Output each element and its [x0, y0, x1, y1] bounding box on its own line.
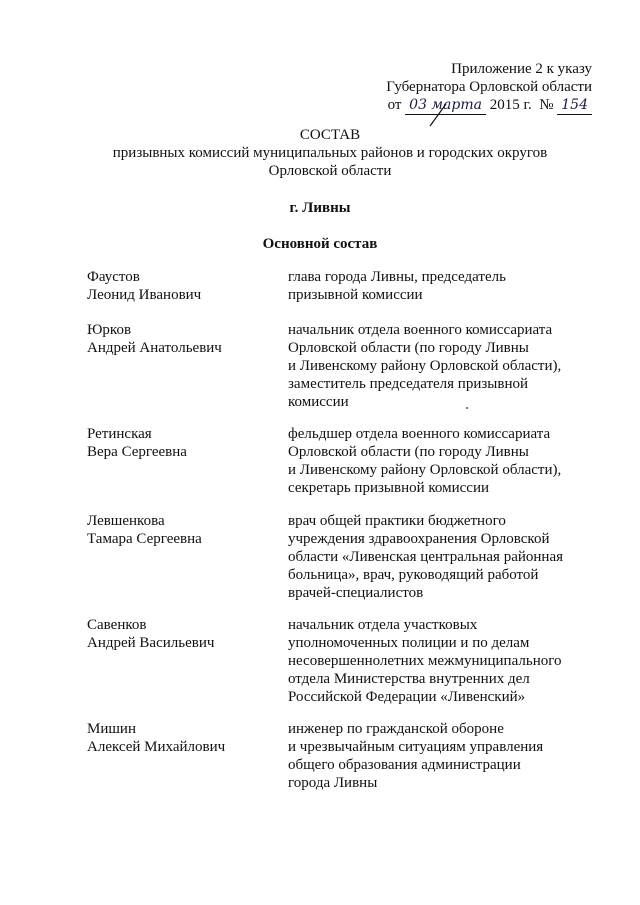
appendix-date-line	[352, 96, 592, 115]
member-name	[87, 512, 277, 548]
member-position	[288, 268, 588, 304]
appendix-header	[352, 60, 592, 115]
member-name	[87, 321, 277, 357]
member-surname: Юрков	[87, 322, 132, 338]
position-line: секретарь призывной комиссии	[288, 480, 490, 496]
position-line: и чрезвычайным ситуациям управления	[288, 739, 544, 755]
member-given-names: Вера Сергеевна	[87, 444, 187, 460]
position-line: и Ливенскому району Орловской области),	[288, 358, 562, 374]
member-position	[288, 512, 588, 602]
position-line: начальник отдела участковых	[288, 617, 478, 633]
position-line: учреждения здравоохранения Орловской	[288, 531, 550, 547]
member-name	[87, 425, 277, 461]
date-suffix: 2015 г.	[489, 97, 532, 113]
member-given-names: Андрей Васильевич	[87, 635, 215, 651]
position-line: врачей-специалистов	[288, 585, 424, 601]
handwritten-date: 03 марта	[405, 96, 486, 115]
member-position	[288, 616, 588, 706]
position-line: больница», врач, руководящий работой	[288, 567, 539, 583]
position-line: города Ливны	[288, 775, 378, 791]
member-given-names: Тамара Сергеевна	[87, 531, 202, 547]
scan-speck	[466, 407, 468, 409]
member-given-names: Андрей Анатольевич	[87, 340, 222, 356]
handwritten-stroke-mark	[424, 102, 454, 128]
member-name	[87, 268, 277, 304]
member-given-names: Леонид Иванович	[87, 287, 202, 303]
position-line: фельдшер отдела военного комиссариата	[288, 426, 551, 442]
member-position	[288, 720, 588, 792]
member-name	[87, 720, 277, 756]
position-line: Орловской области (по городу Ливны	[288, 340, 529, 356]
member-surname: Ретинская	[87, 426, 152, 442]
section-heading: Основной состав	[262, 236, 378, 252]
position-line: врач общей практики бюджетного	[288, 513, 506, 529]
handwritten-number: 154	[557, 96, 592, 115]
appendix-line-1: Приложение 2 к указу	[451, 61, 592, 77]
position-line: комиссии	[288, 394, 349, 410]
member-surname: Фаустов	[87, 269, 140, 285]
title-line-3: Орловской области	[268, 163, 392, 179]
position-line: глава города Ливны, председатель	[288, 269, 506, 285]
position-line: Российской Федерации «Ливенский»	[288, 689, 526, 705]
position-line: и Ливенскому району Орловской области),	[288, 462, 562, 478]
member-surname: Мишин	[87, 721, 136, 737]
city-heading: г. Ливны	[289, 200, 351, 216]
position-line: начальник отдела военного комиссариата	[288, 322, 553, 338]
title-main: СОСТАВ	[299, 127, 361, 143]
position-line: отдела Министерства внутренних дел	[288, 671, 530, 687]
position-line: общего образования администрации	[288, 757, 521, 773]
position-line: инженер по гражданской обороне	[288, 721, 504, 737]
position-line: несовершеннолетних межмуниципального	[288, 653, 562, 669]
date-prefix: от	[387, 97, 402, 113]
position-line: Орловской области (по городу Ливны	[288, 444, 529, 460]
number-sign: №	[539, 97, 554, 113]
member-name	[87, 616, 277, 652]
position-line: области «Ливенская центральная районная	[288, 549, 563, 565]
member-given-names: Алексей Михайлович	[87, 739, 226, 755]
document-title	[80, 126, 580, 180]
member-position	[288, 321, 588, 411]
member-surname: Левшенкова	[87, 513, 165, 529]
position-line: уполномоченных полиции и по делам	[288, 635, 530, 651]
title-line-2: призывных комиссий муниципальных районов и городских округов	[112, 145, 548, 161]
member-position	[288, 425, 588, 497]
position-line: заместитель председателя призывной	[288, 376, 528, 392]
position-line: призывной комиссии	[288, 287, 423, 303]
member-surname: Савенков	[87, 617, 147, 633]
appendix-line-2: Губернатора Орловской области	[386, 79, 592, 95]
